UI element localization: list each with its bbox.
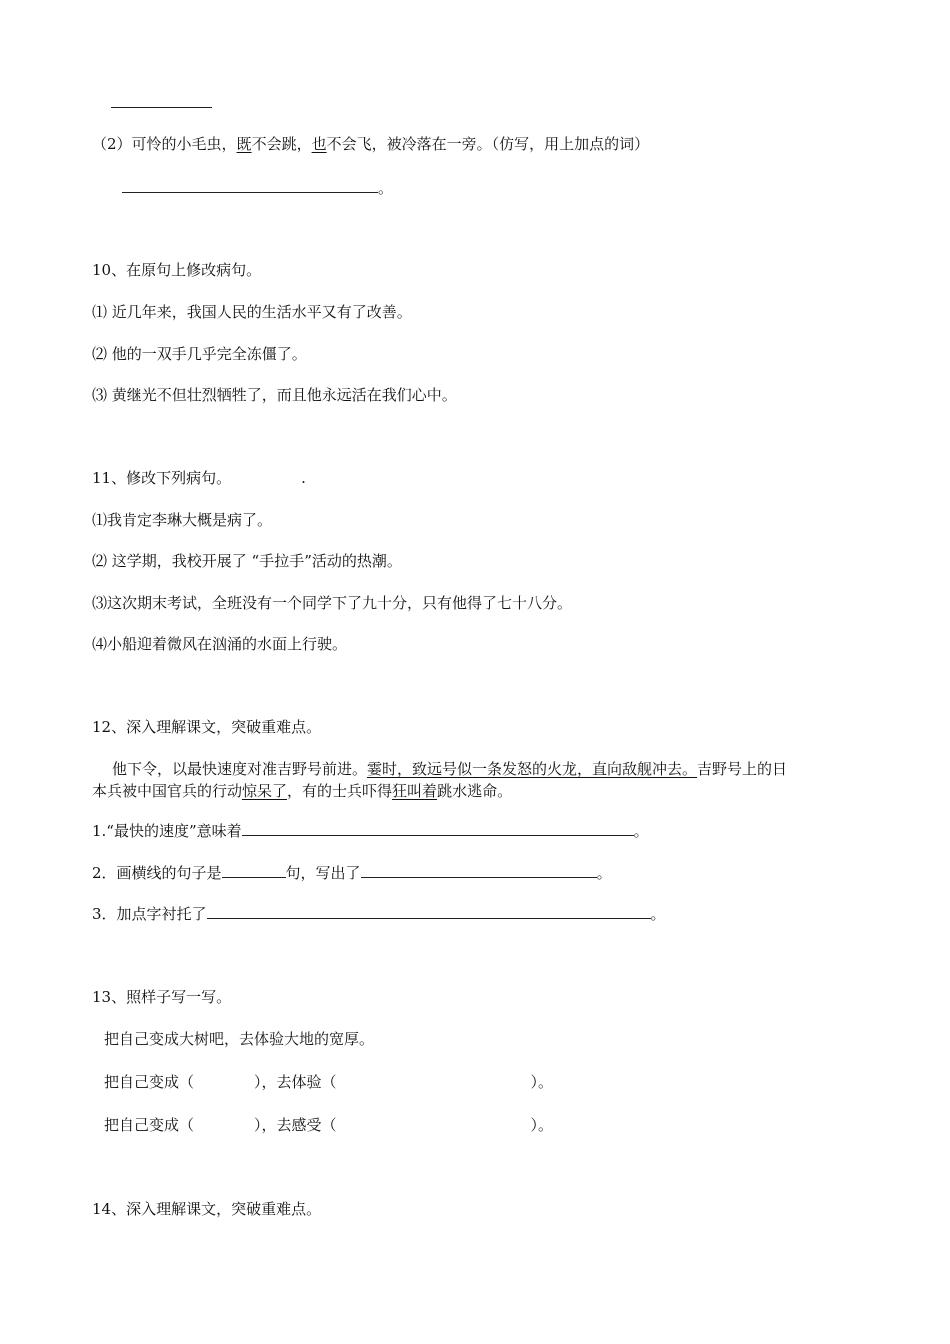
sec11-item: ⑶这次期末考试，全班没有一个同学下了九十分，只有他得了七十八分。 [92, 594, 573, 612]
sec13-example: 把自己变成大树吧，去体验大地的宽厚。 [104, 1030, 375, 1048]
answer-blank[interactable] [242, 821, 634, 836]
dotted-word-ye: 也 [311, 135, 327, 153]
sec12-q3: 3．加点字衬托了 。 [92, 905, 666, 923]
dotted-words-jingdaile: 惊呆了 [242, 782, 288, 800]
sec13-line2: 把自己变成（ ），去感受（ ）。 [104, 1116, 554, 1134]
sec10-item: ⑵ 他的一双手几乎完全冻僵了。 [92, 345, 307, 363]
answer-blank[interactable] [207, 904, 651, 919]
sec11-item: ⑴我肯定李琳大概是病了。 [92, 511, 273, 529]
sec12-q2: 2．画横线的句子是 句，写出了 。 [92, 864, 612, 882]
sec11-item: ⑵ 这学期，我校开展了 “手拉手”活动的热潮。 [92, 552, 402, 570]
sec12-title: 12、深入理解课文，突破重难点。 [92, 718, 322, 736]
sec10-item: ⑴ 近几年来，我国人民的生活水平又有了改善。 [92, 303, 412, 321]
sec12-passage-line2: 本兵被中国官兵的行动惊呆了，有的士兵吓得狂叫着跳水逃命。 [92, 782, 513, 800]
sec11-item: ⑷小船迎着微风在汹涌的水面上行驶。 [92, 635, 348, 653]
dotted-words-kuangjiaozhe: 狂叫着 [392, 782, 438, 800]
sec10-title: 10、在原句上修改病句。 [92, 261, 262, 279]
answer-line-top[interactable] [111, 107, 212, 108]
sec12-q1: 1.“最快的速度”意味着 。 [92, 822, 649, 840]
sec10-item: ⑶ 黄继光不但壮烈牺牲了，而且他永远活在我们心中。 [92, 386, 457, 404]
sec13-title: 13、照样子写一写。 [92, 988, 232, 1006]
dotted-word-ji: 既 [236, 135, 252, 153]
answer-blank[interactable] [222, 863, 286, 878]
answer-blank[interactable] [122, 178, 378, 193]
sec12-passage-line1: 他下令，以最快速度对准吉野号前进。霎时，致远号似一条发怒的火龙，直向敌舰冲去。吉野号上的日 [112, 760, 788, 778]
sec9-item2: （2）可怜的小毛虫，既不会跳，也不会飞，被冷落在一旁。（仿写，用上加点的词） [92, 135, 650, 153]
sec14-title: 14、深入理解课文，突破重难点。 [92, 1200, 322, 1218]
underlined-sentence: 霎时，致远号似一条发怒的火龙，直向敌舰冲去。 [367, 760, 698, 778]
sec9-item2-answer: 。 [122, 178, 393, 198]
sec11-title: 11、修改下列病句。 . [92, 469, 306, 487]
sec13-line1: 把自己变成（ ），去体验（ ）。 [104, 1073, 554, 1091]
answer-blank[interactable] [361, 863, 597, 878]
